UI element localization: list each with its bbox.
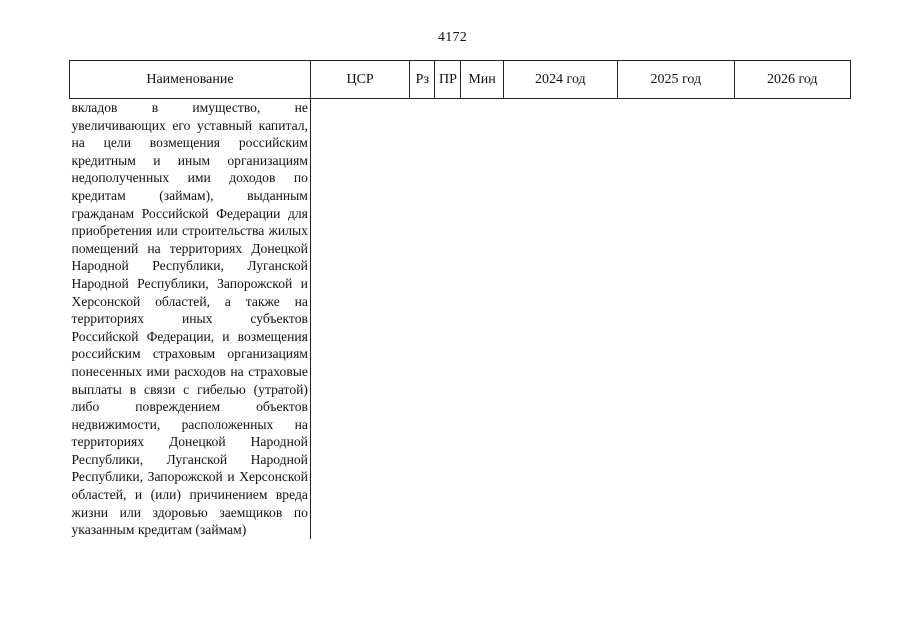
- page-number: 4172: [437, 30, 468, 45]
- row-pr-cell: [435, 99, 461, 539]
- row-min-cell: [461, 99, 503, 539]
- column-header-pr: ПР: [435, 61, 461, 99]
- column-header-2025: 2025 год: [618, 61, 734, 99]
- row-name-text: вкладов в имущество, не увеличивающих его уставный капитал, на цели возмещения российским кредитным и иным организациям недополученных ими доходов по кредитам (займам), выданным гражданам Российской Федерации для приобретения или строительства жилых помещений на территориях Донецкой Народной Республики, Луганской Народной Республики, Запорожской и Херсонской областей, а также на территориях иных субъектов Российской Федерации, и возмещения российским страховым организациям понесенных ими расходов на страховые выплаты в связи с гибелью (утратой) либо повреждением объектов недвижимости, расположенных на территориях Донецкой Народной Республики, Луганской Народной Республики, Запорожской и Херсонской областей, и (или) причинением вреда жизни или здоровью заемщиков по указанным кредитам (займам): [71, 100, 308, 538]
- column-header-csr: ЦСР: [310, 61, 409, 99]
- budget-table: [69, 60, 851, 539]
- column-header-2026: 2026 год: [734, 61, 850, 99]
- row-2024-cell: [503, 99, 617, 539]
- column-header-name: Наименование: [70, 61, 311, 99]
- column-header-rz: Рз: [410, 61, 435, 99]
- row-rz-cell: [410, 99, 435, 539]
- row-2026-cell: [734, 99, 850, 539]
- table-row: [70, 99, 851, 539]
- row-2025-cell: [618, 99, 734, 539]
- column-header-2024: 2024 год: [503, 61, 617, 99]
- row-csr-cell: [310, 99, 409, 539]
- row-name-cell: [70, 99, 311, 539]
- column-header-min: Мин: [461, 61, 503, 99]
- table-header-row: [70, 61, 851, 99]
